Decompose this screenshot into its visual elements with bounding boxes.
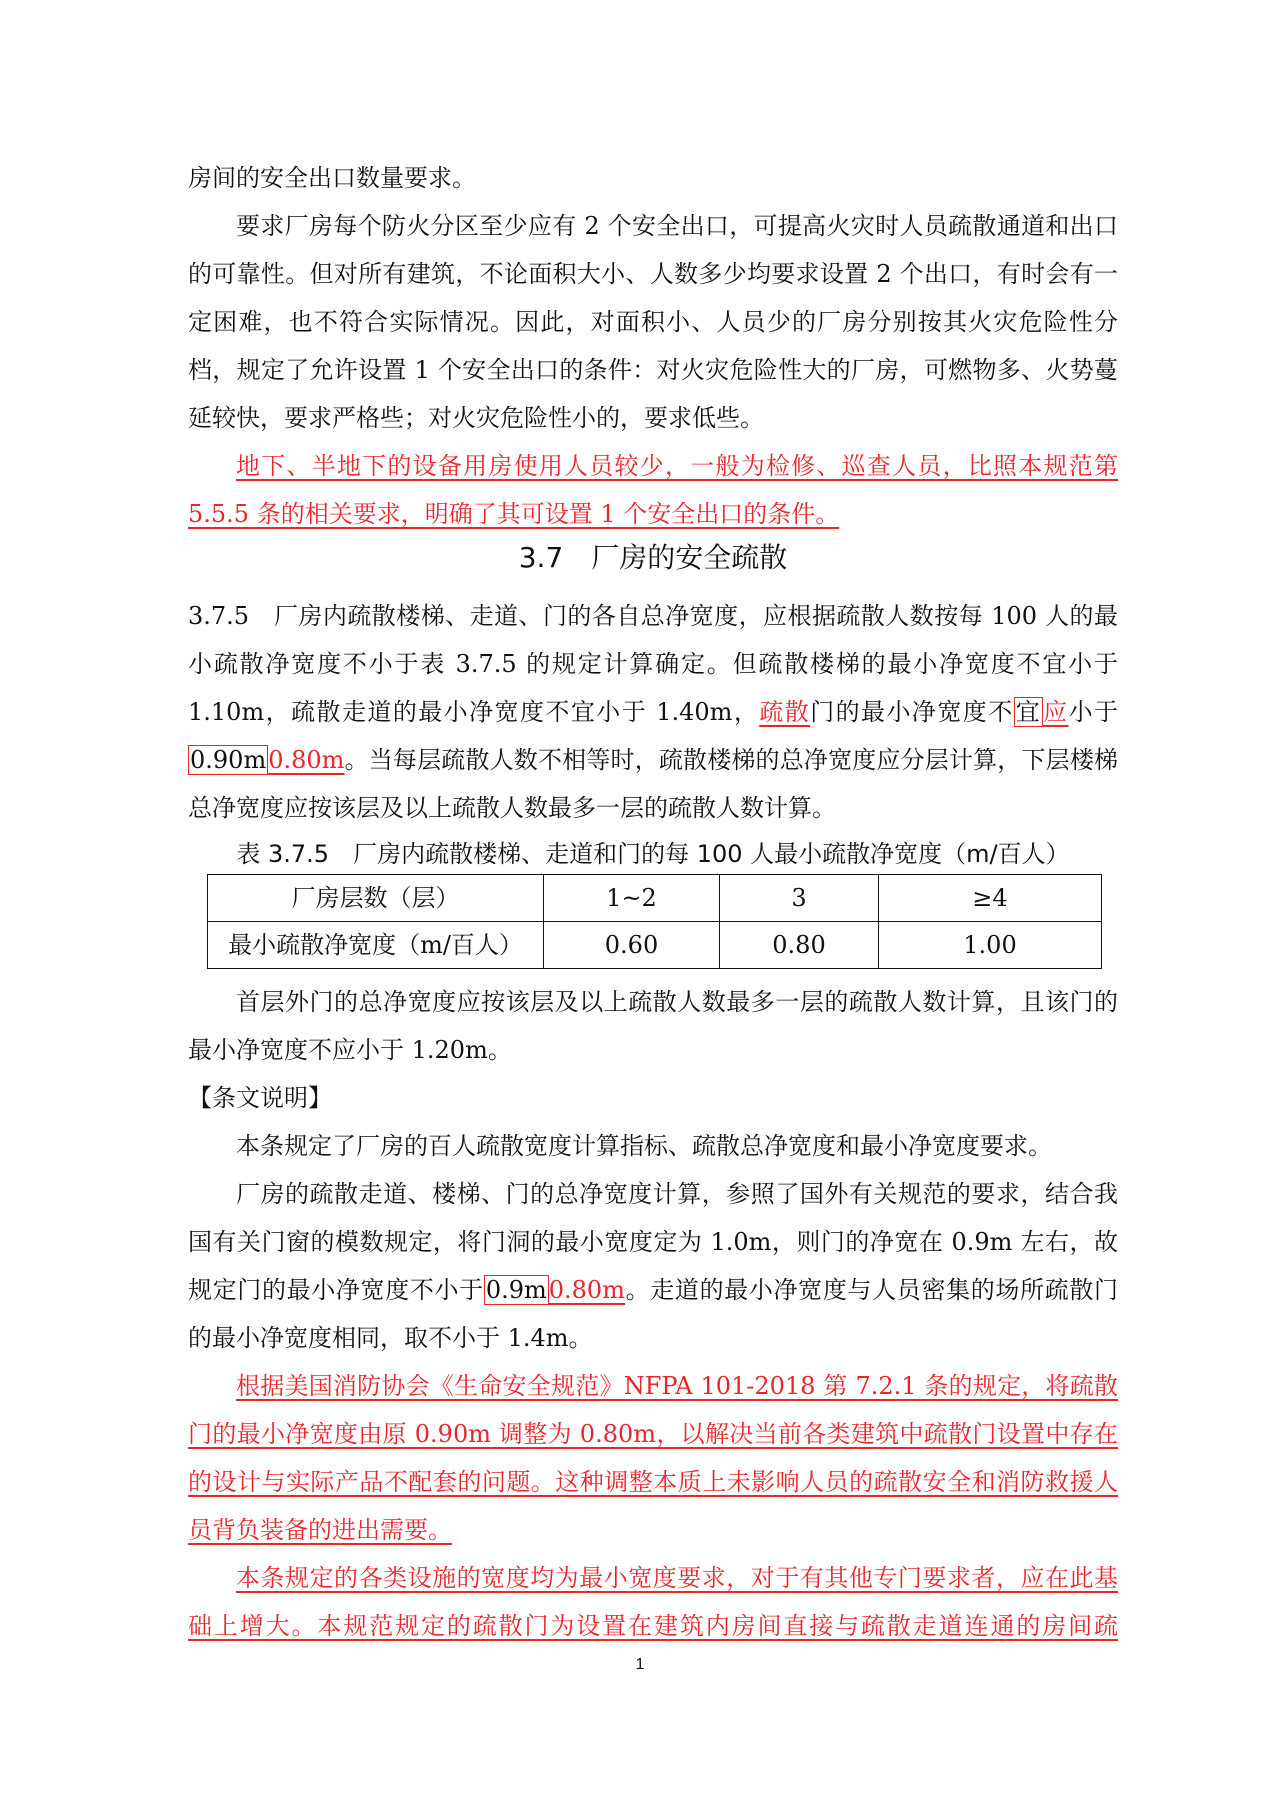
inserted-text: 0.80m: [548, 1276, 625, 1304]
deleted-text: 宜: [1015, 698, 1042, 726]
table-cell: ≥4: [879, 875, 1102, 922]
section-heading: 3.7 厂房的安全疏散: [518, 541, 788, 574]
table-cell: 3: [720, 875, 879, 922]
clause-3-7-5: [188, 592, 1118, 832]
table-cell: 厂房层数（层）: [208, 875, 544, 922]
explanation-1: 本条规定了厂房的百人疏散宽度计算指标、疏散总净宽度和最小净宽度要求。: [236, 1132, 1052, 1160]
explanation-4-revision: 本条规定的各类设施的宽度均为最小宽度要求，对于有其他专门要求者，应在此基础上增大。本规范规定的疏散门为设置在建筑内房间直接与疏散走道连通的房间疏: [188, 1564, 1118, 1640]
inserted-text: 0.80m: [268, 746, 345, 774]
paragraph-2: 要求厂房每个防火分区至少应有 2 个安全出口，可提高火灾时人员疏散通道和出口的可靠性。但对所有建筑，不论面积大小、人数多少均要求设置 2 个出口，有时会有一定困难，也不符合实际情况。因此，对面积小、人员少的厂房分别按其火灾危险性分档，规定了允许设置 1 个安全出口的条件：对火灾危险性大的厂房，可燃物多、火势蔓延较快，要求严格些；对火灾危险性小的，要求低些。: [188, 212, 1118, 432]
inserted-text: 应: [1043, 698, 1069, 726]
table-row: [208, 875, 1102, 922]
width-table: [207, 874, 1102, 969]
table-cell: 0.80: [720, 922, 879, 969]
deleted-text: 0.9m: [485, 1276, 547, 1304]
explanation-3-revision: 根据美国消防协会《生命安全规范》NFPA 101-2018 第 7.2.1 条的规定，将疏散门的最小净宽度由原 0.90m 调整为 0.80m，以解决当前各类建筑中疏散门设置中存在的设计与实际产品不配套的问题。这种调整本质上未影响人员的疏散安全和消防救援人员背负装备的进出需要。: [188, 1372, 1118, 1544]
table-cell: 1~2: [544, 875, 720, 922]
clause-text-1: 3.7.5 厂房内疏散楼梯、走道、门的各自总净宽度，应根据疏散人数按每 100 人的最小疏散净宽度不小于表 3.7.5 的规定计算确定。但疏散楼梯的最小净宽度不宜小于 1.10m，疏散走道的最小净宽度不宜小于 1.40m，: [188, 602, 1118, 726]
table-caption: 表 3.7.5 厂房内疏散楼梯、走道和门的每 100 人最小疏散净宽度（m/百人）: [236, 840, 1070, 868]
paragraph-3-revision: 地下、半地下的设备用房使用人员较少，一般为检修、巡查人员，比照本规范第 5.5.5 条的相关要求，明确了其可设置 1 个安全出口的条件。: [188, 452, 1118, 528]
page-number: 1: [635, 1656, 645, 1673]
paragraph-after-table: 首层外门的总净宽度应按该层及以上疏散人数最多一层的疏散人数计算，且该门的最小净宽度不应小于 1.20m。: [188, 988, 1118, 1064]
clause-text-3: 小于: [1068, 698, 1118, 726]
clause-explanation-label: 【条文说明】: [188, 1084, 332, 1112]
paragraph-1: 房间的安全出口数量要求。: [188, 164, 476, 192]
deleted-text: 0.90m: [190, 746, 267, 774]
table-cell: 0.60: [544, 922, 720, 969]
table-cell: 1.00: [879, 922, 1102, 969]
explanation-text-2: 。走道的最小净宽度与人员密集的场所疏散门的最小净宽度相同，取不小于 1.4m。: [188, 1276, 1119, 1352]
clause-text-4: 。当每层疏散人数不相等时，疏散楼梯的总净宽度应分层计算，下层楼梯总净宽度应按该层及以上疏散人数最多一层的疏散人数计算。: [188, 746, 1118, 822]
explanation-text-1: 厂房的疏散走道、楼梯、门的总净宽度计算，参照了国外有关规范的要求，结合我国有关门窗的模数规定，将门洞的最小宽度定为 1.0m，则门的净宽在 0.9m 左右，故规定门的最小净宽度不小于: [188, 1180, 1118, 1304]
table-row: [208, 922, 1102, 969]
explanation-2: [188, 1170, 1118, 1362]
table-cell: 最小疏散净宽度（m/百人）: [208, 922, 544, 969]
clause-text-2: 门的最小净宽度不: [810, 698, 1014, 726]
inserted-text: 疏散: [759, 698, 811, 726]
